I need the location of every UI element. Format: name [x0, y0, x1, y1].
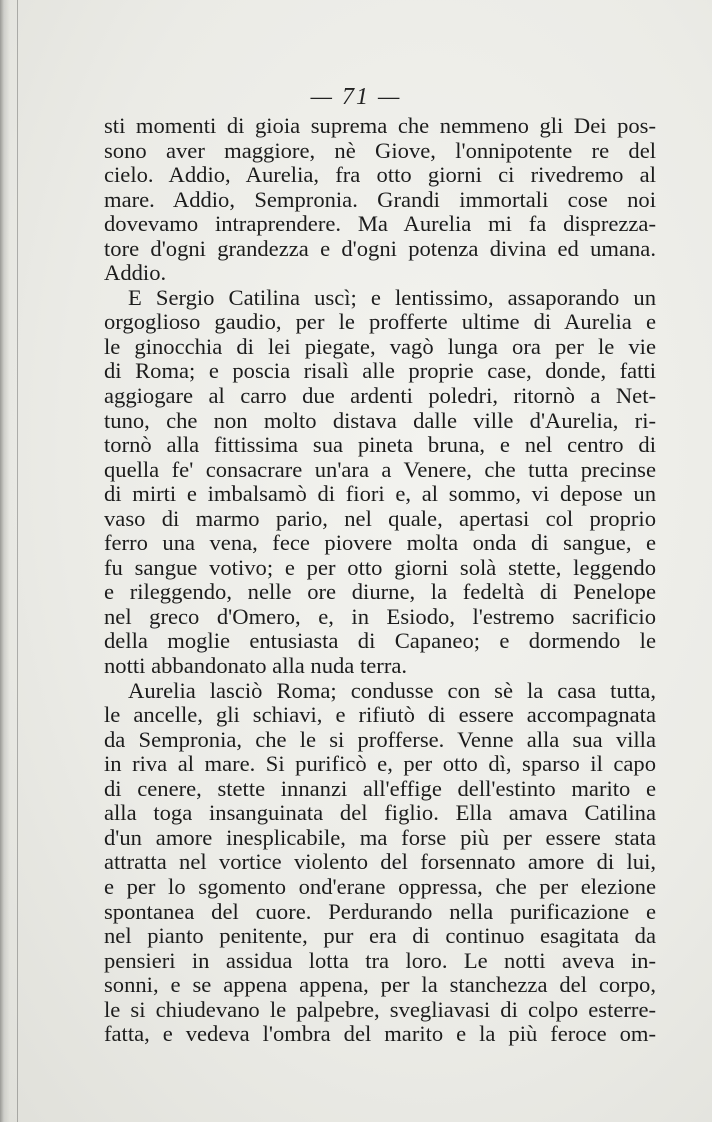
text-line: le ginocchia di lei piegate, vagò lunga ora per le vie	[104, 333, 656, 359]
text-line: dovevamo intraprendere. Ma Aurelia mi fa disprezza-	[104, 211, 656, 237]
text-line: e per lo sgomento ond'erane oppressa, che per elezione	[104, 873, 656, 899]
text-line: mare. Addio, Sempronia. Grandi immortali cose noi	[104, 186, 656, 212]
text-line: e rileggendo, nelle ore diurne, la fedeltà di Penelope	[104, 579, 656, 605]
text-line: della moglie entusiasta di Capaneo; e dormendo le	[104, 628, 656, 654]
page-binding-shadow	[0, 0, 10, 1122]
text-line: ferro una vena, fece piovere molta onda di sangue, e	[104, 530, 656, 556]
text-line: in riva al mare. Si purificò e, per otto dì, sparso il capo	[104, 751, 656, 777]
text-line: aggiogare al carro due ardenti poledri, ritornò a Net-	[104, 383, 656, 409]
text-line: fatta, e vedeva l'ombra del marito e la più feroce om-	[104, 1021, 656, 1047]
text-line: orgoglioso gaudio, per le profferte ultime di Aurelia e	[104, 309, 656, 335]
text-line: nel pianto penitente, pur era di continuo esagitata da	[104, 923, 656, 949]
text-line: le si chiudevano le palpebre, svegliavasi di colpo esterre-	[104, 996, 656, 1022]
page-body-text	[104, 114, 656, 1047]
text-line: tornò alla fittissima sua pineta bruna, e nel centro di	[104, 432, 656, 458]
text-line: di mirti e imbalsamò di fiori e, al sommo, vi depose un	[104, 481, 656, 507]
text-line: cielo. Addio, Aurelia, fra otto giorni ci rivedremo al	[104, 162, 656, 188]
text-line: sono aver maggiore, nè Giove, l'onnipotente re del	[104, 137, 656, 163]
text-line: sti momenti di gioia suprema che nemmeno gli Dei pos-	[104, 113, 656, 138]
text-line: nel greco d'Omero, e, in Esiodo, l'estremo sacrificio	[104, 603, 656, 629]
text-line: vaso di marmo pario, nel quale, apertasi col proprio	[104, 505, 656, 531]
text-line: fu sangue votivo; e per otto giorni solà stette, leggendo	[104, 554, 656, 580]
text-line: spontanea del cuore. Perdurando nella purificazione e	[104, 898, 656, 924]
text-line: tuno, che non molto distava dalle ville d'Aurelia, ri-	[104, 407, 656, 433]
page-edge-line	[17, 0, 18, 1122]
text-line: Addio.	[104, 260, 167, 286]
text-line: di Roma; e poscia risalì alle proprie case, donde, fatti	[104, 358, 656, 384]
text-line: quella fe' consacrare un'ara a Venere, che tutta precinse	[104, 456, 656, 482]
page-number: — 71 —	[310, 84, 402, 110]
text-line: tore d'ogni grandezza e d'ogni potenza divina ed umana.	[104, 235, 656, 261]
text-line: di cenere, stette innanzi all'effige dell'estinto marito e	[104, 775, 656, 801]
text-line: attratta nel vortice violento del forsennato amore di lui,	[104, 849, 656, 875]
text-line: da Sempronia, che le si profferse. Venne alla sua villa	[104, 726, 656, 752]
text-line: sonni, e se appena appena, per la stanchezza del corpo,	[104, 972, 656, 998]
text-line: E Sergio Catilina uscì; e lentissimo, assaporando un	[128, 284, 656, 310]
text-line: le ancelle, gli schiavi, e rifiutò di essere accompagnata	[104, 702, 656, 728]
text-line: alla toga insanguinata del figlio. Ella amava Catilina	[104, 800, 656, 826]
text-line: d'un amore inesplicabile, ma forse più per essere stata	[104, 824, 656, 850]
text-line: pensieri in assidua lotta tra loro. Le notti aveva in-	[104, 947, 656, 973]
text-line: notti abbandonato alla nuda terra.	[104, 653, 408, 679]
text-line: Aurelia lasciò Roma; condusse con sè la casa tutta,	[128, 677, 656, 703]
